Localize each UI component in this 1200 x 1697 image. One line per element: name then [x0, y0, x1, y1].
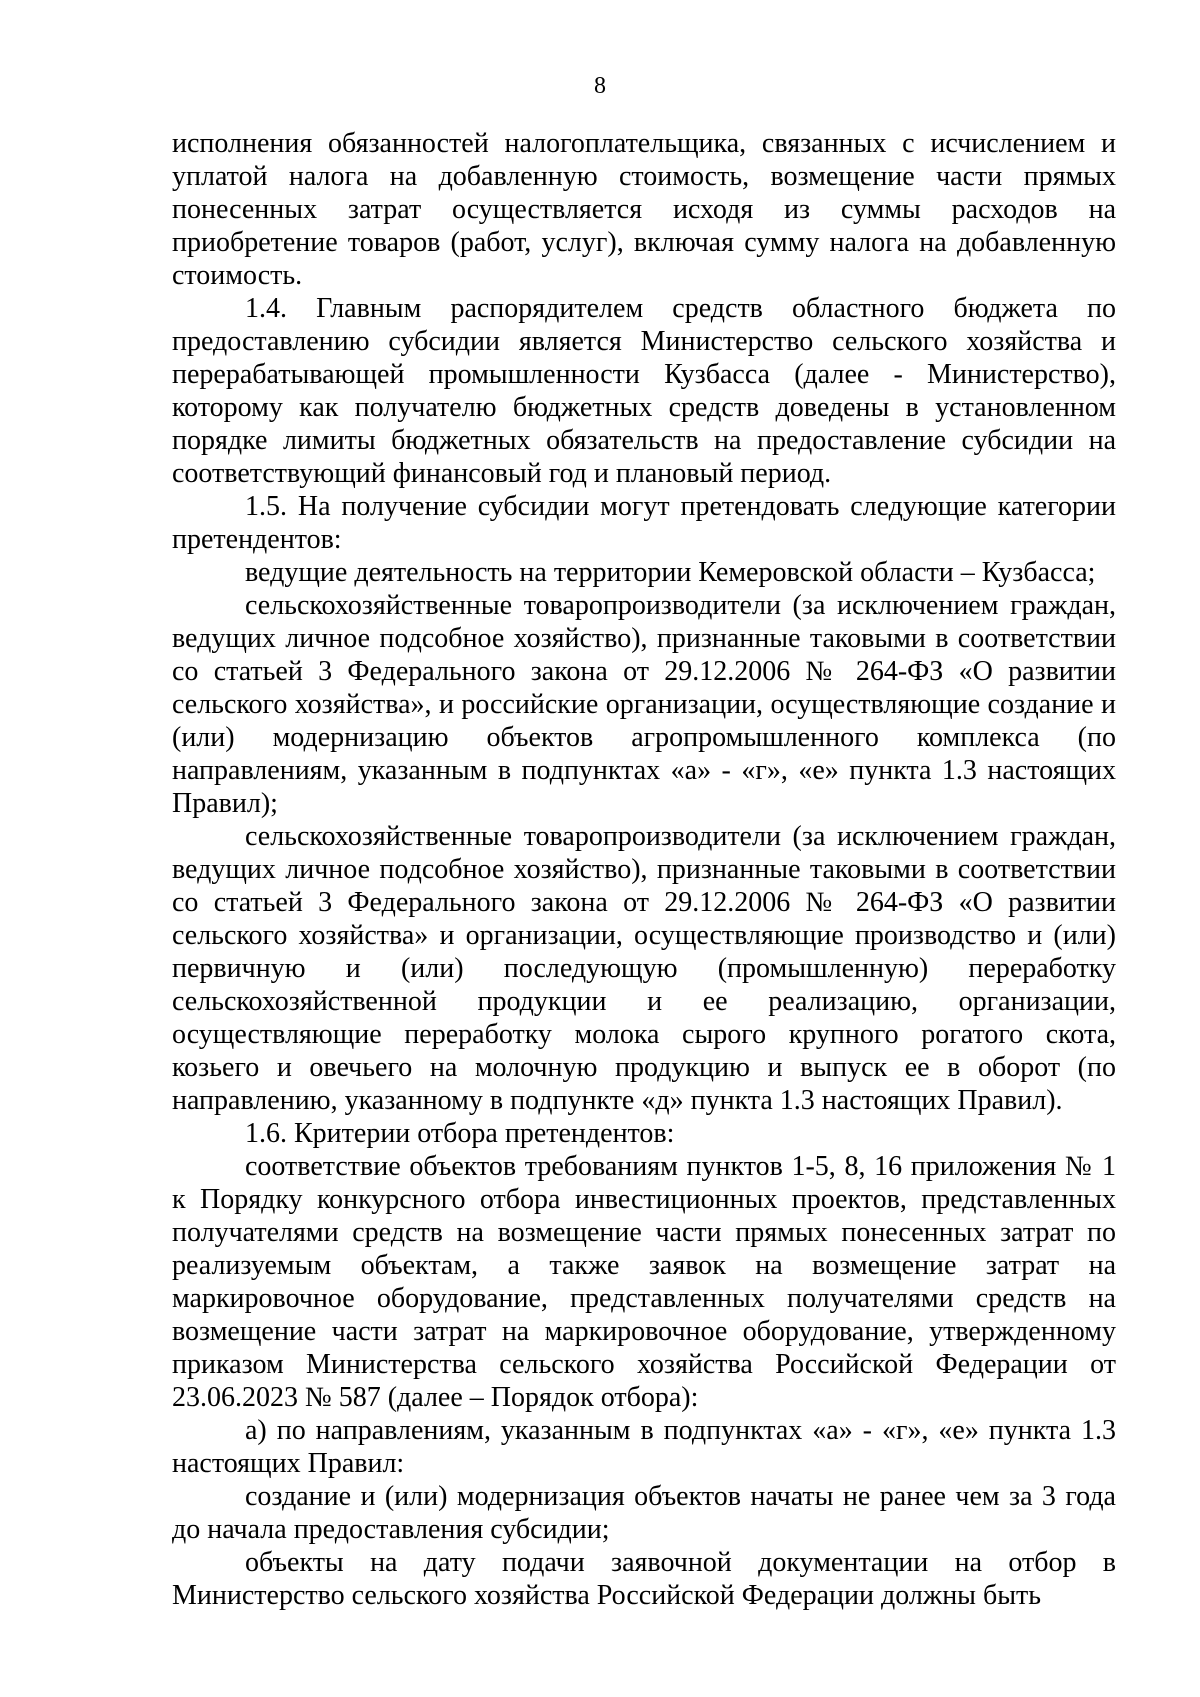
- paragraph-1-6: 1.6. Критерии отбора претендентов:: [245, 1118, 675, 1149]
- paragraph-subitem-a: а) по направлениям, указанным в подпунктах «а» - «г», «е» пункта 1.3 настоящих Правил:: [172, 1415, 1116, 1479]
- paragraph-1-4: 1.4. Главным распорядителем средств областного бюджета по предоставлению субсидии является Министерство сельского хозяйства и перерабатывающей промышленности Кузбасса (далее - Министерство), которому как получателю бюджетных средств доведены в установленном порядке лимиты бюджетных обязательств на предоставление субсидии на соответствующий финансовый год и плановый период.: [172, 293, 1116, 489]
- document-body: [172, 127, 1116, 1612]
- paragraph-1-5: 1.5. На получение субсидии могут претендовать следующие категории претендентов:: [172, 491, 1116, 555]
- paragraph-criteria: соответствие объектов требованиям пунктов 1-5, 8, 16 приложения № 1 к Порядку конкурсного отбора инвестиционных проектов, представленных получателями средств на возмещение части прямых понесенных затрат по реализуемым объектам, а также заявок на возмещение затрат на маркировочное оборудование, представленных получателями средств на возмещение части затрат на маркировочное оборудование, утвержденному приказом Министерства сельского хозяйства Российской Федерации от 23.06.2023 № 587 (далее – Порядок отбора):: [172, 1151, 1116, 1413]
- paragraph-territory: ведущие деятельность на территории Кемеровской области – Кузбасса;: [245, 557, 1096, 588]
- paragraph-category-2: сельскохозяйственные товаропроизводители (за исключением граждан, ведущих личное подсобное хозяйство), признанные таковыми в соответствии со статьей 3 Федерального закона от 29.12.2006 № 264-ФЗ «О развитии сельского хозяйства» и организации, осуществляющие производство и (или) первичную и (или) последующую (промышленную) переработку сельскохозяйственной продукции и ее реализацию, организации, осуществляющие переработку молока сырого крупного рогатого скота, козьего и овечьего на молочную продукцию и выпуск ее в оборот (по направлению, указанному в подпункте «д» пункта 1.3 настоящих Правил).: [172, 821, 1116, 1116]
- paragraph-continuation: исполнения обязанностей налогоплательщика, связанных с исчислением и уплатой налога на добавленную стоимость, возмещение части прямых понесенных затрат осуществляется исходя из суммы расходов на приобретение товаров (работ, услуг), включая сумму налога на добавленную стоимость.: [172, 128, 1116, 291]
- paragraph-category-1: сельскохозяйственные товаропроизводители (за исключением граждан, ведущих личное подсобное хозяйство), признанные таковыми в соответствии со статьей 3 Федерального закона от 29.12.2006 № 264-ФЗ «О развитии сельского хозяйства», и российские организации, осуществляющие создание и (или) модернизацию объектов агропромышленного комплекса (по направлениям, указанным в подпунктах «а» - «г», «е» пункта 1.3 настоящих Правил);: [172, 590, 1116, 819]
- page-number: 8: [594, 73, 606, 99]
- paragraph-creation: создание и (или) модернизация объектов начаты не ранее чем за 3 года до начала предоставления субсидии;: [172, 1481, 1116, 1545]
- paragraph-objects: объекты на дату подачи заявочной документации на отбор в Министерство сельского хозяйства Российской Федерации должны быть: [172, 1547, 1116, 1611]
